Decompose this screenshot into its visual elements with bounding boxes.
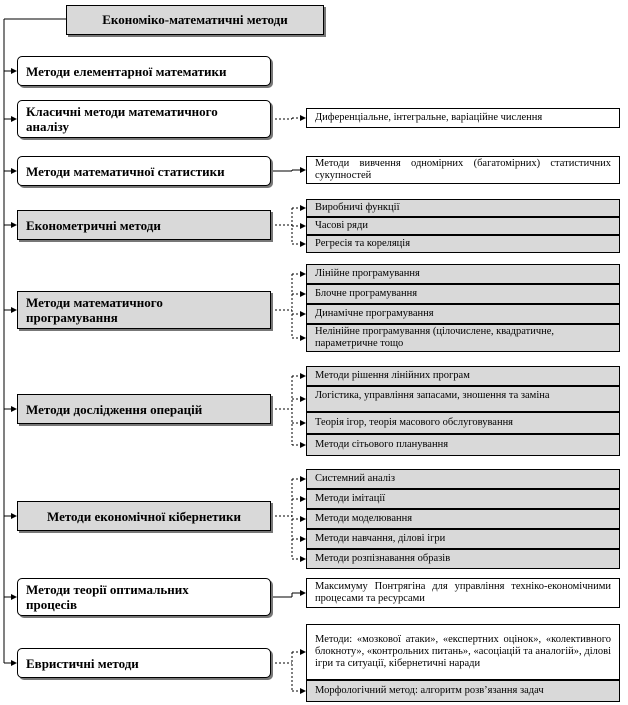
sub-box bbox=[306, 217, 620, 235]
sub-box bbox=[306, 235, 620, 253]
method-label: Методи елементарної математики bbox=[26, 63, 227, 79]
sub-label: Регресія та кореляція bbox=[315, 238, 411, 249]
sub-label: Теорія ігор, теорія масового обслуговування bbox=[315, 417, 514, 428]
sub-box bbox=[306, 304, 620, 324]
sub-label: Методи рішення лінійних програм bbox=[315, 370, 470, 381]
sub-label: Системний аналіз bbox=[315, 473, 395, 484]
sub-label: Диференціальне, інтегральне, варіаційне числення bbox=[315, 112, 543, 123]
method-box-operations-research bbox=[17, 394, 271, 424]
sub-box bbox=[306, 578, 620, 608]
sub-label: Лінійне програмування bbox=[315, 268, 420, 279]
sub-label: Методи моделювання bbox=[315, 513, 413, 524]
sub-box bbox=[306, 680, 620, 702]
sub-label: Морфологічний метод: алгоритм розв’язання задач bbox=[315, 685, 544, 696]
method-box-elementary-math bbox=[17, 56, 271, 86]
method-box-economic-cybernetics bbox=[17, 501, 271, 531]
sub-box bbox=[306, 434, 620, 456]
sub-box bbox=[306, 489, 620, 509]
method-label: Евристичні методи bbox=[26, 655, 139, 671]
method-box-math-statistics bbox=[17, 156, 271, 186]
sub-label: Максимуму Понтрягіна для управління техніко-економічними процесами та ресурсами bbox=[315, 581, 611, 604]
method-label: Економетричні методи bbox=[26, 217, 161, 233]
sub-label: Часові ряди bbox=[315, 220, 368, 231]
sub-label: Динамічне програмування bbox=[315, 308, 434, 319]
diagram-title-text: Економіко-математичні методи bbox=[102, 12, 288, 27]
method-label: Методи економічної кібернетики bbox=[46, 508, 242, 524]
sub-label: Методи вивчення одномірних (багатомірних) статистичних сукупностей bbox=[315, 158, 611, 181]
method-box-optimal-processes bbox=[17, 578, 271, 616]
sub-label: Логістика, управління запасами, зношення та заміна bbox=[315, 390, 550, 401]
sub-box bbox=[306, 509, 620, 529]
sub-box bbox=[306, 412, 620, 434]
sub-label: Методи сітьового планування bbox=[315, 439, 449, 450]
diagram-title bbox=[66, 5, 324, 35]
sub-label: Нелінійне програмування (цілочислене, квадратичне, параметричне тощо bbox=[315, 326, 555, 349]
sub-box bbox=[306, 108, 620, 128]
sub-box bbox=[306, 469, 620, 489]
sub-box bbox=[306, 549, 620, 569]
sub-label: Методи: «мозкової атаки», «експертних оцінок», «колективного блокноту», «контрольних питань», «асоціацій та аналогій», ділові ігри та ситуації, кібернетичні наради bbox=[315, 634, 611, 669]
method-box-econometric bbox=[17, 210, 271, 240]
method-label: Методи математичної статистики bbox=[26, 163, 225, 179]
sub-box bbox=[306, 366, 620, 386]
method-box-math-programming bbox=[17, 291, 271, 329]
method-box-heuristic bbox=[17, 648, 271, 678]
sub-label: Методи навчання, ділові ігри bbox=[315, 533, 446, 544]
sub-label: Методи імітації bbox=[315, 493, 386, 504]
method-box-math-analysis bbox=[17, 100, 271, 138]
sub-box bbox=[306, 386, 620, 412]
method-label: Методи дослідження операцій bbox=[26, 401, 203, 417]
method-label: Методи математичного програмування bbox=[26, 295, 163, 325]
sub-box bbox=[306, 199, 620, 217]
sub-label: Методи розпізнавання образів bbox=[315, 553, 451, 564]
sub-box bbox=[306, 284, 620, 304]
sub-box bbox=[306, 324, 620, 352]
sub-box bbox=[306, 529, 620, 549]
method-label: Класичні методи математичного аналізу bbox=[26, 104, 218, 134]
sub-box bbox=[306, 624, 620, 680]
sub-box bbox=[306, 264, 620, 284]
method-label: Методи теорії оптимальних процесів bbox=[26, 582, 189, 612]
sub-box bbox=[306, 156, 620, 184]
sub-label: Виробничі функції bbox=[315, 202, 400, 213]
sub-label: Блочне програмування bbox=[315, 288, 418, 299]
